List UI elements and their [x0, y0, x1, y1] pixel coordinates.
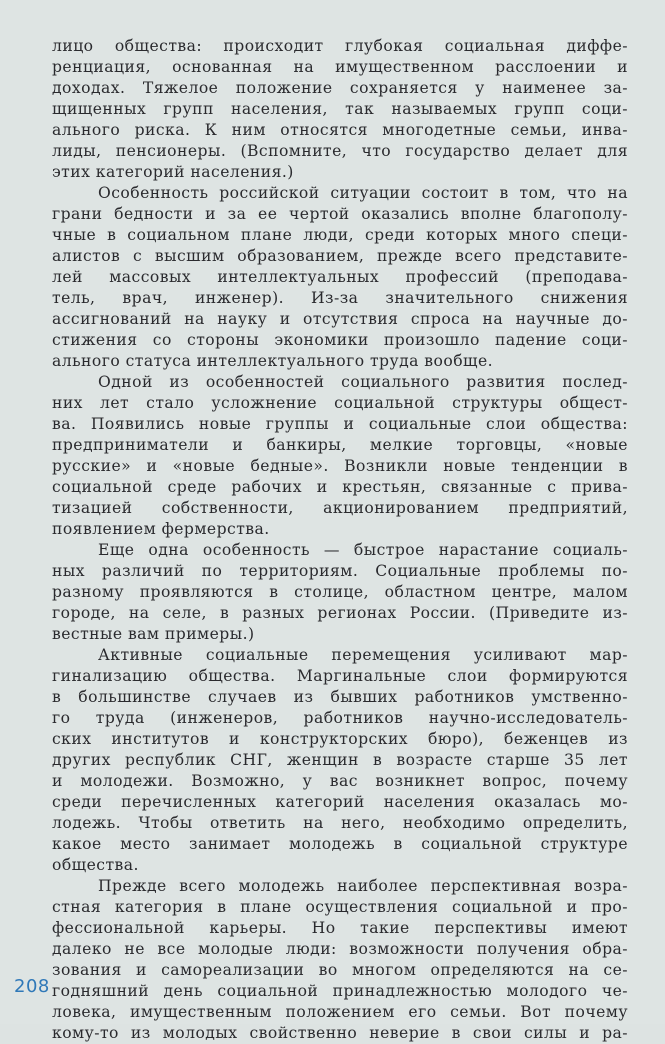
text-line: лиды, пенсионеры. (Вспомните, что государство делает для	[52, 142, 628, 160]
text-line: ных различий по территориям. Социальные проблемы по-	[52, 562, 628, 580]
text-line: ального статуса интеллектуального труда вообще.	[52, 352, 494, 370]
text-line: появлением фермерства.	[52, 520, 270, 538]
text-line: них лет стало усложнение социальной структуры общест-	[52, 394, 628, 412]
text-line: Еще одна особенность — быстрое нарастание социаль-	[98, 541, 628, 559]
paragraph-4	[52, 540, 628, 645]
text-line: кому-то из молодых свойственно неверие в свои силы и ра-	[52, 1024, 628, 1042]
text-line: тизацией собственности, акционированием предприятий,	[52, 499, 628, 517]
paragraph-1	[52, 36, 628, 183]
text-line: русские» и «новые бедные». Возникли новые тенденции в	[52, 457, 628, 475]
text-line: ских институтов и конструкторских бюро), беженцев из	[52, 730, 628, 748]
text-line: разному проявляются в столице, областном центре, малом	[52, 583, 628, 601]
page-number: 208	[14, 976, 50, 997]
text-line: лодежь. Чтобы ответить на него, необходимо определить,	[52, 814, 628, 832]
text-line: Прежде всего молодежь наиболее перспективная возра-	[98, 877, 628, 895]
text-line: Особенность российской ситуации состоит в том, что на	[98, 184, 628, 202]
paragraph-2	[52, 183, 628, 372]
text-line: ального риска. К ним относятся многодетные семьи, инва-	[52, 121, 628, 139]
text-line: далеко не все молодые люди: возможности получения обра-	[52, 940, 628, 958]
text-line: щищенных групп населения, так называемых групп соци-	[52, 100, 628, 118]
text-line: городе, на селе, в разных регионах России. (Приведите из-	[52, 604, 628, 622]
text-line: лицо общества: происходит глубокая социальная диффе-	[52, 37, 628, 55]
text-line: какое место занимает молодежь в социальной структуре	[52, 835, 628, 853]
text-line: го труда (инженеров, работников научно-исследователь-	[52, 709, 628, 727]
text-line: ренциация, основанная на имущественном расслоении и	[52, 58, 628, 76]
body-text	[52, 36, 628, 1044]
text-line: стная категория в плане осуществления социальной и про-	[52, 898, 628, 916]
paragraph-6	[52, 876, 628, 1044]
text-line: гинализацию общества. Маргинальные слои формируются	[52, 667, 628, 685]
text-line: и молодежи. Возможно, у вас возникнет вопрос, почему	[52, 772, 628, 790]
text-line: Одной из особенностей социального развития послед-	[98, 373, 628, 391]
text-line: тель, врач, инженер). Из-за значительного снижения	[52, 289, 628, 307]
text-line: алистов с высшим образованием, прежде всего представите-	[52, 247, 628, 265]
text-line: этих категорий населения.)	[52, 163, 294, 181]
text-line: ва. Появились новые группы и социальные слои общества:	[52, 415, 628, 433]
text-line: чные в социальном плане люди, среди которых много специ-	[52, 226, 628, 244]
paragraph-3	[52, 372, 628, 540]
text-line: ассигнований на науку и отсутствия спроса на научные до-	[52, 310, 628, 328]
text-line: зования и самореализации во многом определяются на се-	[52, 961, 628, 979]
text-line: предприниматели и банкиры, мелкие торговцы, «новые	[52, 436, 628, 454]
text-line: среди перечисленных категорий населения оказалась мо-	[52, 793, 628, 811]
text-line: ловека, имущественным положением его семьи. Вот почему	[52, 1003, 628, 1021]
text-line: годняшний день социальной принадлежностью молодого че-	[52, 982, 628, 1000]
text-line: вестные вам примеры.)	[52, 625, 255, 643]
text-line: социальной среде рабочих и крестьян, связанные с прива-	[52, 478, 628, 496]
text-line: общества.	[52, 856, 139, 874]
text-line: лей массовых интеллектуальных профессий (преподава-	[52, 268, 628, 286]
text-line: в большинстве случаев из бывших работников умственно-	[52, 688, 628, 706]
text-line: фессиональной карьеры. Но такие перспективы имеют	[52, 919, 628, 937]
paragraph-5	[52, 645, 628, 876]
text-line: грани бедности и за ее чертой оказались вполне благополу-	[52, 205, 628, 223]
text-line: стижения со стороны экономики произошло падение соци-	[52, 331, 628, 349]
text-line: доходах. Тяжелое положение сохраняется у наименее за-	[52, 79, 628, 97]
text-line: других республик СНГ, женщин в возрасте старше 35 лет	[52, 751, 628, 769]
text-line: Активные социальные перемещения усиливают мар-	[98, 646, 628, 664]
